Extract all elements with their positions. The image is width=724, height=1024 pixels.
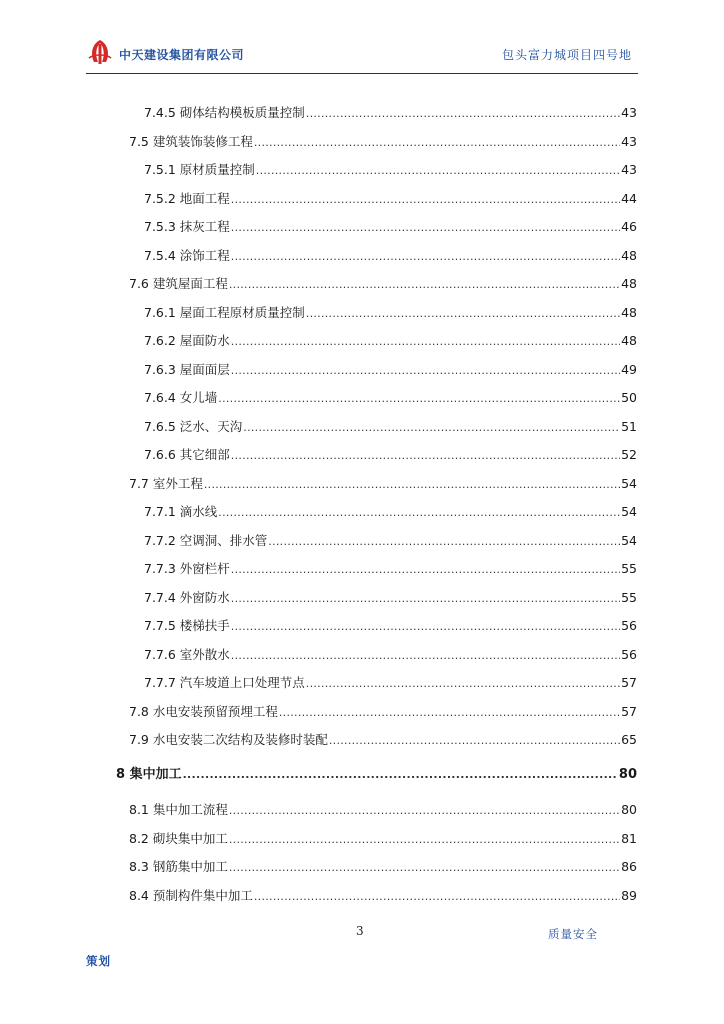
toc-entry[interactable]: [144, 502, 637, 522]
toc-entry-title: 7.6.5 泛水、天沟: [144, 418, 243, 434]
toc-entry[interactable]: [129, 857, 637, 877]
toc-entry[interactable]: [144, 616, 637, 636]
toc-entry-title: 7.4.5 砌体结构模板质量控制: [144, 105, 305, 120]
toc-entry-page: 54: [621, 504, 637, 519]
toc-leader-dots: [229, 858, 620, 878]
toc-entry-page: 46: [621, 219, 637, 234]
toc-leader-dots: [279, 703, 620, 723]
toc-entry-page: 52: [621, 447, 637, 462]
toc-leader-dots: [231, 646, 620, 666]
toc-leader-dots: [306, 104, 620, 124]
toc-entry-title: 7.7.1 滴水线: [144, 504, 218, 519]
toc-entry-page: 57: [621, 703, 637, 719]
toc-leader-dots: [231, 190, 620, 210]
toc-entry-title: 7.7 室外工程: [129, 475, 203, 491]
toc-leader-dots: [306, 674, 620, 694]
toc-entry-page: 43: [621, 162, 637, 177]
toc-entry-title: 7.5 建筑装饰装修工程: [129, 133, 253, 149]
toc-entry-page: 44: [621, 190, 637, 206]
toc-leader-dots: [268, 532, 620, 552]
toc-leader-dots: [329, 731, 620, 751]
toc-leader-dots: [229, 801, 620, 821]
toc-entry-page: 57: [621, 675, 637, 690]
toc-leader-dots: [254, 887, 620, 907]
toc-entry[interactable]: [129, 886, 637, 906]
toc-entry-title: 8.1 集中加工流程: [129, 802, 228, 817]
toc-entry-title: 7.6.6 其它细部: [144, 447, 230, 462]
toc-entry-title: 7.7.4 外窗防水: [144, 589, 230, 605]
toc-leader-dots: [231, 332, 620, 352]
toc-entry-page: 43: [621, 133, 637, 149]
toc-entry-title: 7.6 建筑屋面工程: [129, 276, 228, 291]
toc-leader-dots: [231, 361, 620, 381]
toc-entry-page: 55: [621, 589, 637, 605]
toc-entry-page: 86: [621, 859, 637, 874]
page-number: 3: [356, 924, 364, 938]
toc-leader-dots: [254, 133, 620, 153]
toc-entry[interactable]: [144, 673, 637, 693]
toc-leader-dots: [231, 617, 620, 637]
toc-entry-title: 7.7.5 楼梯扶手: [144, 618, 230, 633]
toc-entry-title: 8.2 砌块集中加工: [129, 830, 228, 846]
toc-entry-title: 7.6.3 屋面面层: [144, 361, 230, 377]
toc-leader-dots: [231, 589, 620, 609]
toc-leader-dots: [231, 446, 620, 466]
toc-entry-page: 54: [621, 532, 637, 548]
toc-entry-title: 7.8 水电安装预留预埋工程: [129, 703, 278, 719]
toc-entry[interactable]: [129, 274, 637, 294]
toc-entry[interactable]: [144, 360, 637, 380]
toc-entry-title: 7.6.4 女儿墙: [144, 390, 218, 405]
toc-entry-page: 80: [618, 767, 637, 782]
toc-entry-page: 56: [621, 618, 637, 633]
toc-entry[interactable]: [144, 645, 637, 665]
toc-entry-title: 7.6.1 屋面工程原材质量控制: [144, 304, 305, 320]
toc-entry-title: 7.9 水电安装二次结构及装修时装配: [129, 732, 328, 747]
toc-entry[interactable]: [144, 160, 637, 180]
toc-entry-title: 7.5.3 抹灰工程: [144, 219, 230, 234]
toc-entry-title: 7.5.2 地面工程: [144, 190, 230, 206]
toc-leader-dots: [229, 830, 620, 850]
toc-entry-page: 48: [621, 333, 637, 348]
toc-entry[interactable]: [116, 765, 637, 785]
toc-entry-page: 81: [621, 830, 637, 846]
toc-entry-title: 7.5.1 原材质量控制: [144, 162, 255, 177]
toc-leader-dots: [204, 475, 620, 495]
toc-entry-page: 49: [621, 361, 637, 377]
toc-leader-dots: [218, 503, 620, 523]
toc-entry[interactable]: [144, 103, 637, 123]
toc-entry-page: 56: [621, 646, 637, 662]
toc-entry-title: 7.7.6 室外散水: [144, 646, 230, 662]
toc-entry[interactable]: [129, 829, 637, 849]
toc-entry[interactable]: [144, 246, 637, 266]
toc-entry-page: 48: [621, 247, 637, 263]
toc-entry[interactable]: [129, 730, 637, 750]
toc-entry-title: 7.7.7 汽车坡道上口处理节点: [144, 675, 305, 690]
toc-entry-title: 7.7.2 空调洞、排水管: [144, 532, 268, 548]
toc-leader-dots: [243, 418, 620, 438]
toc-leader-dots: [229, 275, 620, 295]
toc-entry[interactable]: [144, 417, 637, 437]
toc-entry-page: 55: [621, 561, 637, 576]
company-name: 中天建设集团有限公司: [119, 48, 245, 62]
toc-entry[interactable]: [144, 303, 637, 323]
toc-entry[interactable]: [144, 189, 637, 209]
toc-leader-dots: [218, 389, 620, 409]
toc-entry-page: 80: [621, 802, 637, 817]
toc-entry[interactable]: [144, 217, 637, 237]
toc-entry-title: 7.7.3 外窗栏杆: [144, 561, 230, 576]
toc-entry-page: 43: [621, 105, 637, 120]
toc-entry[interactable]: [144, 388, 637, 408]
toc-leader-dots: [306, 304, 620, 324]
toc-entry-page: 48: [621, 276, 637, 291]
toc-entry[interactable]: [129, 800, 637, 820]
toc-entry[interactable]: [144, 331, 637, 351]
toc-leader-dots: [231, 560, 620, 580]
toc-entry[interactable]: [129, 702, 637, 722]
toc-entry[interactable]: [144, 588, 637, 608]
toc-entry-page: 48: [621, 304, 637, 320]
footer-label-right: 质量安全: [548, 927, 598, 941]
toc-leader-dots: [183, 765, 618, 785]
toc-entry-title: 8.4 预制构件集中加工: [129, 887, 253, 903]
toc-entry-title: 7.6.2 屋面防水: [144, 333, 230, 348]
toc-entry[interactable]: [144, 445, 637, 465]
toc-entry-page: 50: [621, 390, 637, 405]
toc-entry[interactable]: [144, 559, 637, 579]
toc-entry[interactable]: [129, 132, 637, 152]
toc-leader-dots: [256, 161, 620, 181]
toc-entry-page: 65: [621, 732, 637, 747]
toc-leader-dots: [231, 247, 620, 267]
toc-entry-title: 8.3 钢筋集中加工: [129, 859, 228, 874]
toc-entry-page: 51: [621, 418, 637, 434]
footer-label-left: 策划: [86, 954, 111, 968]
toc-entry-title: 8 集中加工: [116, 767, 182, 782]
toc-leader-dots: [231, 218, 620, 238]
toc-entry-page: 89: [621, 887, 637, 903]
toc-entry-title: 7.5.4 涂饰工程: [144, 247, 230, 263]
project-name: 包头富力城项目四号地: [501, 48, 632, 62]
toc-entry[interactable]: [129, 474, 637, 494]
toc-entry-page: 54: [621, 475, 637, 491]
toc-entry[interactable]: [144, 531, 637, 551]
